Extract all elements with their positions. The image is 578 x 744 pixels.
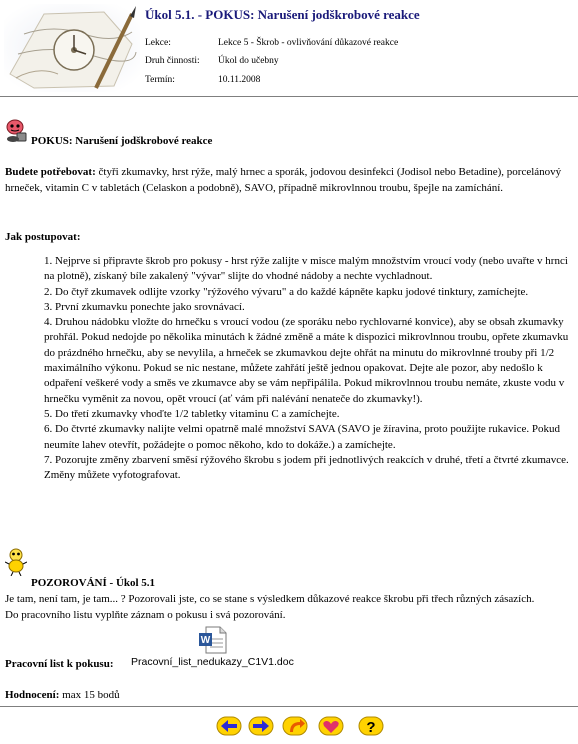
worksheet-label: Pracovní list k pokusu: <box>5 658 114 670</box>
header-illustration <box>4 4 140 92</box>
meta-value: Úkol do učebny <box>218 56 279 66</box>
procedure-step: 3. První zkumavku ponechte jako srovnávací. <box>44 300 245 313</box>
svg-text:?: ? <box>366 719 376 736</box>
meta-label: Termín: <box>145 75 175 85</box>
observation-heading-main: POZOROVÁNÍ <box>31 577 107 589</box>
header-divider <box>0 96 578 97</box>
procedure-steps <box>44 254 576 483</box>
back-arrow-icon[interactable] <box>216 715 242 737</box>
observation-text: Je tam, není tam, je tam... ? Pozorovali jste, co se stane s výsledkem důkazové reakce škrobu při třech různých zásazích. Do pracovního listu vyplňte záznam o pokusu i svá pozorování. <box>5 593 535 621</box>
observation-heading-task: - Úkol 5.1 <box>106 577 156 589</box>
procedure-step: 5. Do třetí zkumavky vhoďte 1/2 tabletky vitaminu C a zamíchejte. <box>44 407 340 420</box>
meta-value: 10.11.2008 <box>218 75 261 85</box>
procedure-step: 1. Nejprve si připravte škrob pro pokusy - hrst rýže zalijte v misce malým množstvím vroucí vody (nebo uvařte v hrnci na plotně), získaný bíle zakalený "vývar" slijte do vhodné nádoby a nechte vychladnout. <box>44 255 568 283</box>
rating-value: max 15 bodů <box>59 689 120 701</box>
meta-value: Lekce 5 - Škrob - ovlivňování důkazové reakce <box>218 38 399 48</box>
procedure-step: 2. Do čtyř zkumavek odlijte vzorky "rýžového vývaru" a do každé kápněte kapku jodové tinktury, zamíchejte. <box>44 285 529 298</box>
help-question-icon[interactable] <box>358 715 384 737</box>
rating-row <box>5 688 575 704</box>
worksheet-file-link[interactable]: Pracovní_list_nedukazy_C1V1.doc <box>131 656 294 668</box>
rating-label: Hodnocení: <box>5 689 60 701</box>
word-doc-icon[interactable] <box>198 625 228 655</box>
experiment-heading: POKUS: Narušení jodškrobové reakce <box>31 135 213 147</box>
footer-divider <box>0 706 578 707</box>
procedure-step: 6. Do čtvrté zkumavky nalijte velmi opatrně malé množství SAVA (SAVO je žíravina, proto použijte rukavice. Pokud neumíte lahev otevřít, požádejte o pomoc někoho, kdo to dokáže.) a zamíchejte. <box>44 423 560 451</box>
svg-text:W: W <box>200 635 211 646</box>
favorite-heart-icon[interactable] <box>318 715 344 737</box>
procedure-step: 4. Druhou nádobku vložte do hrnečku s vroucí vodou (ze sporáku nebo rychlovarné konvice), aby se obsah zkumavky prohřál. Pokud nedojde po několika minutách k žádné změně a máte k dispozici mikrovlnnou troubu, opřete zkumavku do prázdného hrnečku, aby se nevylila, a hrneček se zkumavkou dejte ohřát na minutu do mikrovlnné trouby při 1/2 maximálního výkonu. Pokud se nic nestane, můžete zahřátí ještě jednou opakovat. Dejte ale pozor, aby nedošlo k odpaření veškeré vody a směs ve zkumavce aby se vám nepřipálila. Pokud mikrovlnnou troubu nemáte, zkuste vodu v hrnečku vyměnit za novou, opět vroucí (ať vám při nalévání nenateče do zkumavky!). <box>44 316 569 405</box>
needs-label: Budete potřebovat: <box>5 166 96 178</box>
meta-label: Lekce: <box>145 38 171 48</box>
return-arrow-icon[interactable] <box>282 715 308 737</box>
needs-text: čtyři zkumavky, hrst rýže, malý hrnec a sporák, jodovou desinfekci (Jodisol nebo Betadine), porcelánový hrneček, vitamin C v tabletách (Celaskon a podobně), SAVO, případně mikrovlnnou troubu, špejle na zamíchání. <box>5 166 562 194</box>
needs-paragraph <box>5 165 575 196</box>
observation-heading <box>31 576 578 592</box>
procedure-step: 7. Pozorujte změny zbarvení směsí rýžového škrobu s jodem při jednotlivých reakcích v druhé, třetí a čtvrté zkumavce. Změny můžete vyfotografovat. <box>44 453 569 482</box>
meta-label: Druh činnosti: <box>145 56 200 66</box>
experiment-bug-icon <box>3 119 29 143</box>
observation-bug-icon <box>5 546 27 576</box>
task-title: Úkol 5.1. - POKUS: Narušení jodškrobové reakce <box>145 7 420 22</box>
procedure-heading: Jak postupovat: <box>5 231 81 243</box>
task-header <box>0 0 578 96</box>
forward-arrow-icon[interactable] <box>248 715 274 737</box>
